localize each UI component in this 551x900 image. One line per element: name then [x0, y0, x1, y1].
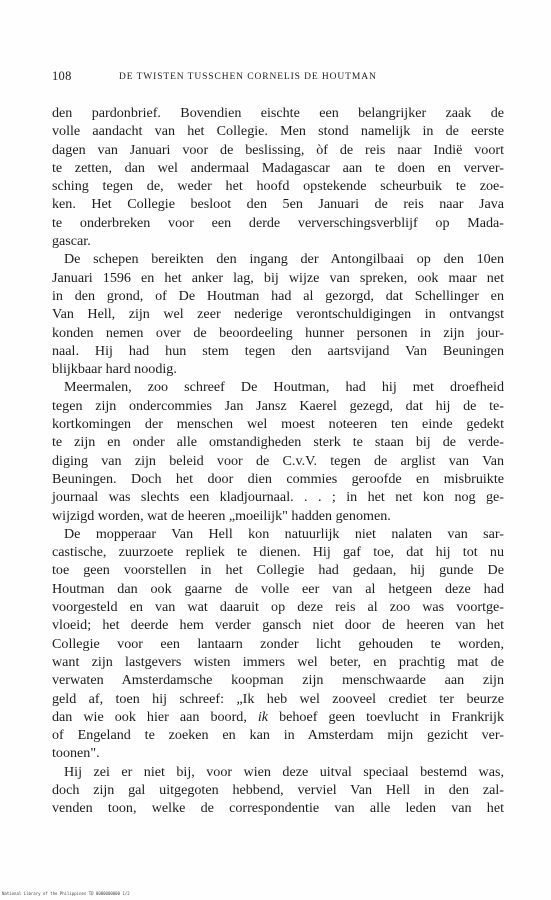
text-line: Van Hell, zijn wel zeer nederige verontschuldigingen in ontvangst [52, 306, 504, 323]
text-line: De schepen bereikten den ingang der Antongilbaai op den 10en [64, 251, 504, 268]
page-header [52, 68, 504, 84]
text-line: toe geen voorstellen in het Collegie had gedaan, hij gunde De [52, 562, 504, 579]
text-line: want zijn lastgevers wisten immers wel beter, en prachtig mat de [52, 653, 504, 670]
text-line: De mopperaar Van Hell kon natuurlijk niet nalaten van sar- [64, 525, 504, 542]
text-line: den pardonbrief. Bovendien eischte een belangrijker zaak de [52, 105, 504, 121]
text-line: tegen zijn ondercommies Jan Jansz Kaerel gezegd, dat hij de te- [52, 397, 504, 414]
text-line: Collegie voor een lantaarn zonder licht gehouden te worden, [52, 635, 504, 652]
running-title: DE TWISTEN TUSSCHEN CORNELIS DE HOUTMAN [119, 72, 377, 82]
text-line: blijkbaar hard noodig. [52, 361, 177, 378]
text-line: konden nemen over de beoordeeling hunner personen in zijn jour- [52, 324, 504, 341]
text-line: Hij zei er niet bij, voor wien deze uitval speciaal bestemd was, [64, 763, 504, 780]
body-text [52, 104, 504, 818]
text-line: castische, zuurzoete repliek te dienen. Hij gaf toe, dat hij tot nu [52, 544, 504, 561]
page-number: 108 [52, 69, 72, 83]
text-line: doch zijn gal uitgegoten hebbend, verviel Van Hell in den zal- [52, 781, 504, 798]
text-line: Houtman dan ook gaarne de volle eer van al hetgeen deze had [52, 580, 504, 597]
text-line: te zijn en onder alle omstandigheden sterk te staan bij de verde- [52, 434, 504, 451]
text-line: sching tegen de, weder het hoofd opstekende scheurbuik te zoe- [52, 178, 504, 195]
text-line: toonen". [52, 745, 100, 762]
text-line: in den grond, of De Houtman had al gezorgd, dat Schellinger en [52, 287, 504, 304]
text-line: geld af, toen hij schreef: „Ik heb wel zooveel crediet ter beurze [52, 690, 504, 707]
text-line: diging van zijn beleid voor de C.v.V. tegen de arglist van Van [52, 452, 504, 469]
text-line: dagen van Januari voor de beslissing, òf de reis naar Indië voort [52, 141, 504, 158]
text-line: ken. Het Collegie besloot den 5en Januari de reis naar Java [52, 196, 504, 213]
text-line: dan wie ook hier aan boord, ik behoef geen toevlucht in Frankrijk [52, 708, 504, 725]
text-line: te zetten, dan wel andermaal Madagascar aan te doen en verver- [52, 159, 504, 176]
text-line: Januari 1596 en het anker lag, bij wijze van spreken, ook maar net [52, 269, 504, 286]
text-line: te onderbreken voor een derde ververschingsverblijf op Mada- [52, 214, 504, 231]
text-line: volle aandacht van het Collegie. Men stond namelijk in de eerste [52, 123, 504, 140]
text-line: vloeid; het deerde hem verder gansch niet door de heeren van het [52, 617, 504, 634]
text-line: venden toon, welke de correspondentie van alle leden van het [52, 800, 504, 817]
text-line: of Engeland te zoeken en kan in Amsterdam mijn gezicht ver- [52, 727, 504, 744]
text-line: kortkomingen der menschen wel moest noteeren ten einde gedekt [52, 416, 504, 433]
text-line: wijzigd worden, wat de heeren „moeilijk" hadden genomen. [52, 507, 391, 524]
text-line: voorgesteld en van wat daaruit op deze reis al zoo was voortge- [52, 599, 504, 616]
text-line: naal. Hij had hun stem tegen den aartsvijand Van Beuningen [52, 342, 504, 359]
library-stamp: National Library of the Philippines TD 0000000000 1/2 [2, 891, 130, 896]
text-line: Beuningen. Doch het door dien commies geroofde en misbruikte [52, 470, 504, 487]
text-line: journaal was slechts een kladjournaal. . . ; in het net kon nog ge- [52, 489, 504, 506]
text-line: verwaten Amsterdamsche koopman zijn menschwaarde aan zijn [52, 672, 504, 689]
text-line: Meermalen, zoo schreef De Houtman, had hij met droefheid [64, 379, 504, 396]
text-line: gascar. [52, 233, 91, 250]
